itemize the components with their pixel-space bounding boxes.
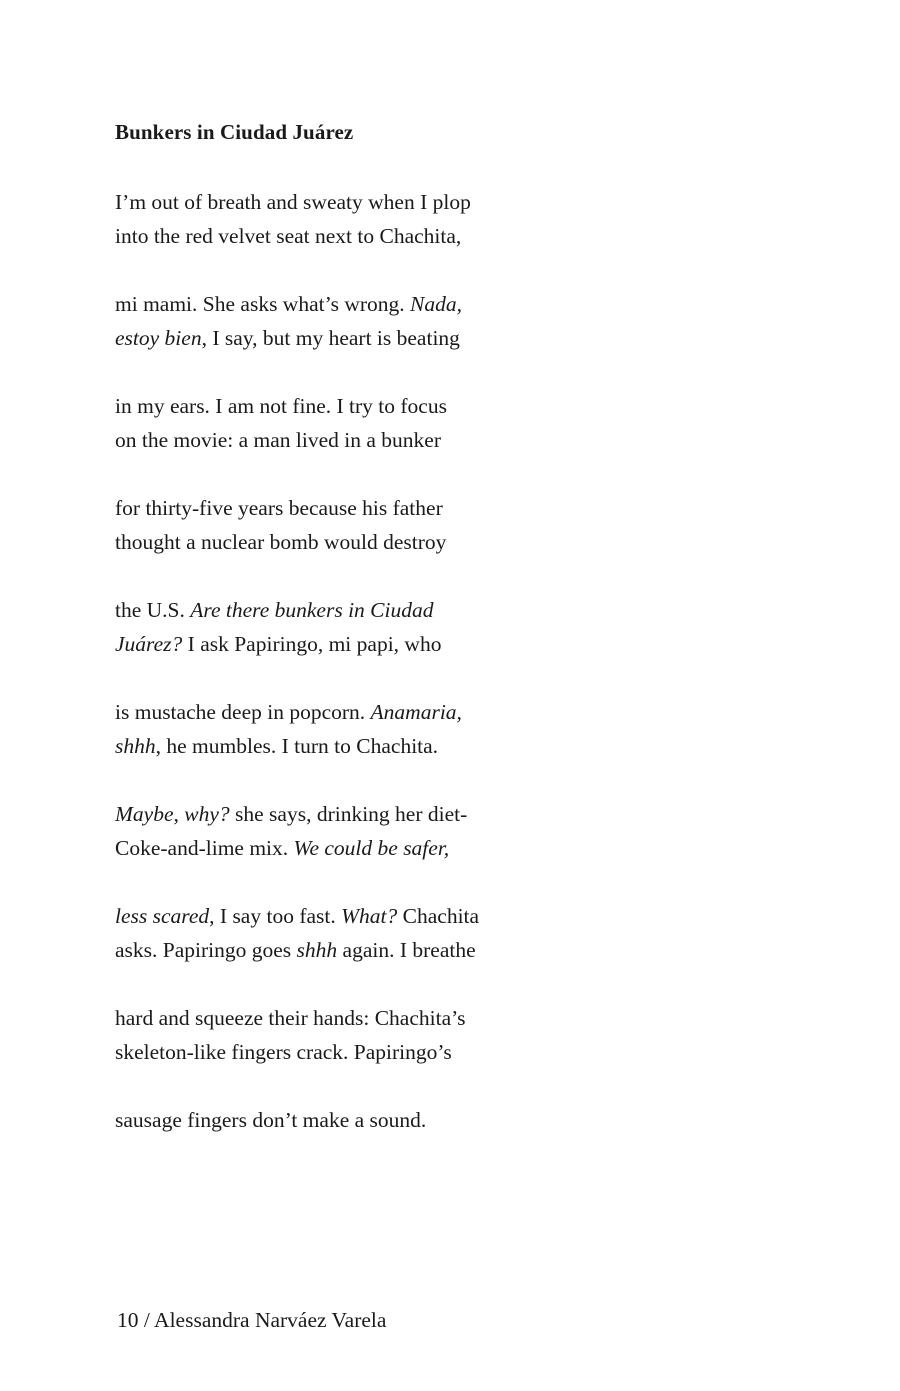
italic-segment: less scared	[115, 904, 210, 928]
author-name: Alessandra Narváez Varela	[154, 1308, 387, 1332]
poem-line	[115, 321, 462, 355]
italic-segment: We could be safer,	[293, 836, 450, 860]
stanza	[115, 899, 479, 967]
text-segment: for thirty-five years because his father	[115, 496, 443, 520]
poem-line	[115, 899, 479, 933]
poem-line	[115, 797, 467, 831]
poem-title: Bunkers in Ciudad Juárez	[115, 120, 354, 144]
text-segment: I ask Papiringo, mi papi, who	[182, 632, 442, 656]
text-segment: hard and squeeze their hands: Chachita’s	[115, 1006, 466, 1030]
text-segment: asks. Papiringo goes	[115, 938, 297, 962]
text-segment: mi mami. She asks what’s wrong.	[115, 292, 411, 316]
italic-segment: estoy bien	[115, 326, 202, 350]
poem-line	[115, 423, 447, 457]
footer-separator: /	[138, 1308, 155, 1332]
italic-segment: Maybe, why?	[115, 802, 230, 826]
poem-line	[115, 831, 467, 865]
stanza	[115, 593, 441, 661]
text-segment: in my ears. I am not fine. I try to focus	[115, 394, 447, 418]
poem-line	[115, 1103, 426, 1137]
text-segment: is mustache deep in popcorn.	[115, 700, 371, 724]
stanza	[115, 185, 471, 253]
text-segment: into the red velvet seat next to Chachita,	[115, 224, 462, 248]
italic-segment: shhh	[296, 938, 338, 962]
page-number: 10	[117, 1308, 139, 1332]
italic-segment: What?	[341, 904, 398, 928]
stanza	[115, 797, 467, 865]
stanza	[115, 1103, 426, 1137]
text-segment: on the movie: a man lived in a bunker	[115, 428, 441, 452]
poem-line	[115, 593, 441, 627]
poem-line	[115, 185, 471, 219]
poem-line	[115, 729, 462, 763]
text-segment: again. I breathe	[337, 938, 476, 962]
poem-line	[115, 287, 462, 321]
poem-line	[115, 525, 446, 559]
text-segment: I’m out of breath and sweaty when I plop	[115, 190, 471, 214]
stanza	[115, 1001, 465, 1069]
text-segment: thought a nuclear bomb would destroy	[115, 530, 447, 554]
italic-segment: shhh	[115, 734, 156, 758]
text-segment: she says, drinking her diet-	[229, 802, 468, 826]
text-segment: the U.S.	[115, 598, 191, 622]
poem-line	[115, 695, 462, 729]
italic-segment: Juárez?	[115, 632, 183, 656]
italic-segment: Anamaria,	[370, 700, 462, 724]
italic-segment: Are there bunkers in Ciudad	[190, 598, 434, 622]
poem-line	[115, 389, 447, 423]
italic-segment: Nada,	[410, 292, 462, 316]
page-footer	[117, 1308, 386, 1333]
text-segment: , I say, but my heart is beating	[201, 326, 460, 350]
text-segment: sausage fingers don’t make a sound.	[115, 1108, 427, 1132]
poem-line	[115, 1001, 465, 1035]
poem-line	[115, 933, 479, 967]
poem-line	[115, 491, 446, 525]
stanza	[115, 491, 446, 559]
poem-line	[115, 627, 441, 661]
stanza	[115, 287, 462, 355]
stanza	[115, 389, 447, 457]
poem-line	[115, 219, 471, 253]
text-segment: Chachita	[397, 904, 480, 928]
text-segment: skeleton-like fingers crack. Papiringo’s	[115, 1040, 452, 1064]
text-segment: Coke-and-lime mix.	[115, 836, 294, 860]
stanza	[115, 695, 462, 763]
poem-line	[115, 1035, 465, 1069]
text-segment: , he mumbles. I turn to Chachita.	[155, 734, 439, 758]
text-segment: , I say too fast.	[209, 904, 342, 928]
